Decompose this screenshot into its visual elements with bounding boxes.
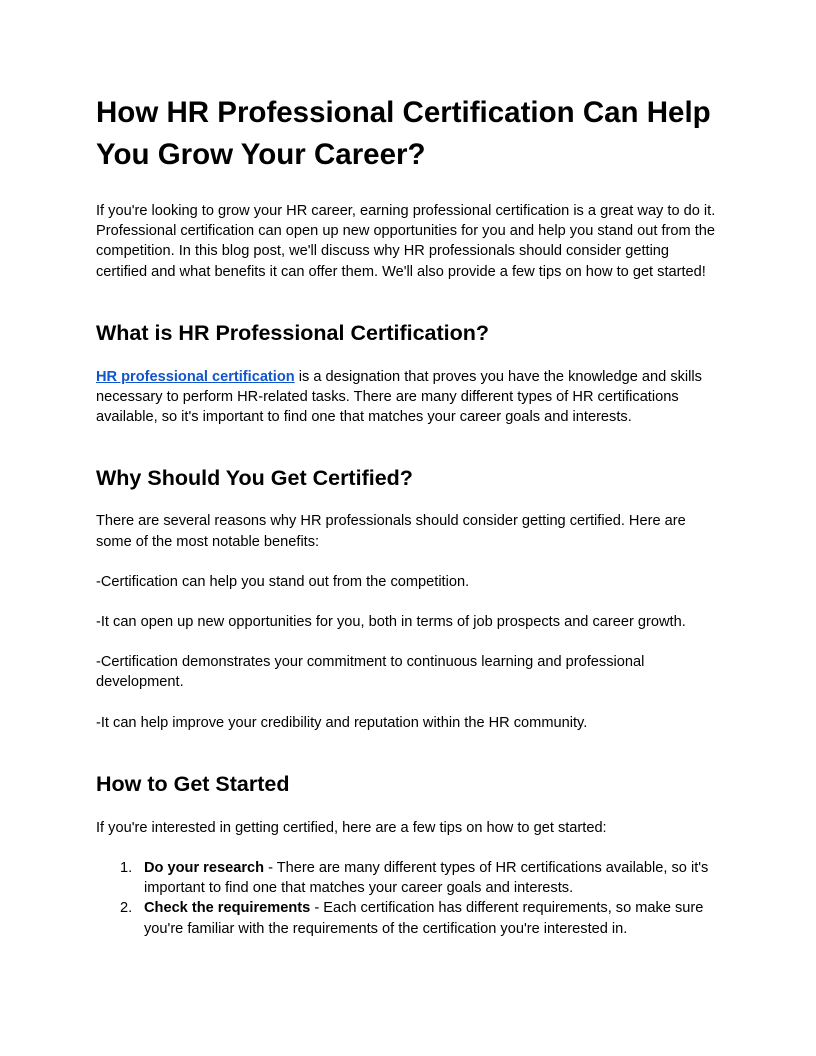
page-title: How HR Professional Certification Can Help You Grow Your Career?: [96, 96, 711, 171]
list-item-title: Check the requirements: [144, 900, 311, 917]
benefit-item: -Certification can help you stand out from the competition.: [96, 573, 470, 590]
what-paragraph-text: is a designation that proves you have the knowledge and skills necessary to perform HR-related tasks. There are many different types of HR certifications available, so it's important to find one that matches your career goals and interests.: [96, 368, 702, 426]
list-item: [96, 858, 724, 898]
list-item-number: 1.: [120, 860, 133, 877]
section-heading-what: What is HR Professional Certification?: [96, 320, 490, 345]
what-paragraph: [96, 367, 724, 428]
intro-paragraph: If you're looking to grow your HR career, earning professional certification is a great way to do it. Professional certification can open up new opportunities for you and help you stand out from the competition. In this blog post, we'll discuss why HR professionals should consider getting certified and what benefits it can offer them. We'll also provide a few tips on how to get started!: [96, 203, 716, 280]
benefit-item: -It can open up new opportunities for you, both in terms of job prospects and career growth.: [96, 614, 686, 631]
steps-list: [96, 858, 724, 939]
list-item-number: 2.: [120, 900, 133, 917]
list-item: [96, 898, 724, 938]
list-item-text: - There are many different types of HR certifications available, so it's important to find one that matches your career goals and interests.: [144, 860, 709, 897]
why-intro-paragraph: There are several reasons why HR professionals should consider getting certified. Here are some of the most notable benefits:: [96, 513, 686, 550]
benefit-item: -It can help improve your credibility and reputation within the HR community.: [96, 714, 588, 731]
document-page: [96, 92, 724, 939]
hr-certification-link[interactable]: HR professional certification: [96, 368, 295, 385]
section-heading-how: How to Get Started: [96, 771, 290, 796]
how-intro-paragraph: If you're interested in getting certified, here are a few tips on how to get started:: [96, 819, 607, 836]
section-heading-why: Why Should You Get Certified?: [96, 466, 413, 491]
benefit-item: -Certification demonstrates your commitment to continuous learning and professional development.: [96, 654, 645, 691]
list-item-text: - Each certification has different requirements, so make sure you're familiar with the requirements of the certification you're interested in.: [144, 900, 704, 937]
list-item-title: Do your research: [144, 860, 265, 877]
